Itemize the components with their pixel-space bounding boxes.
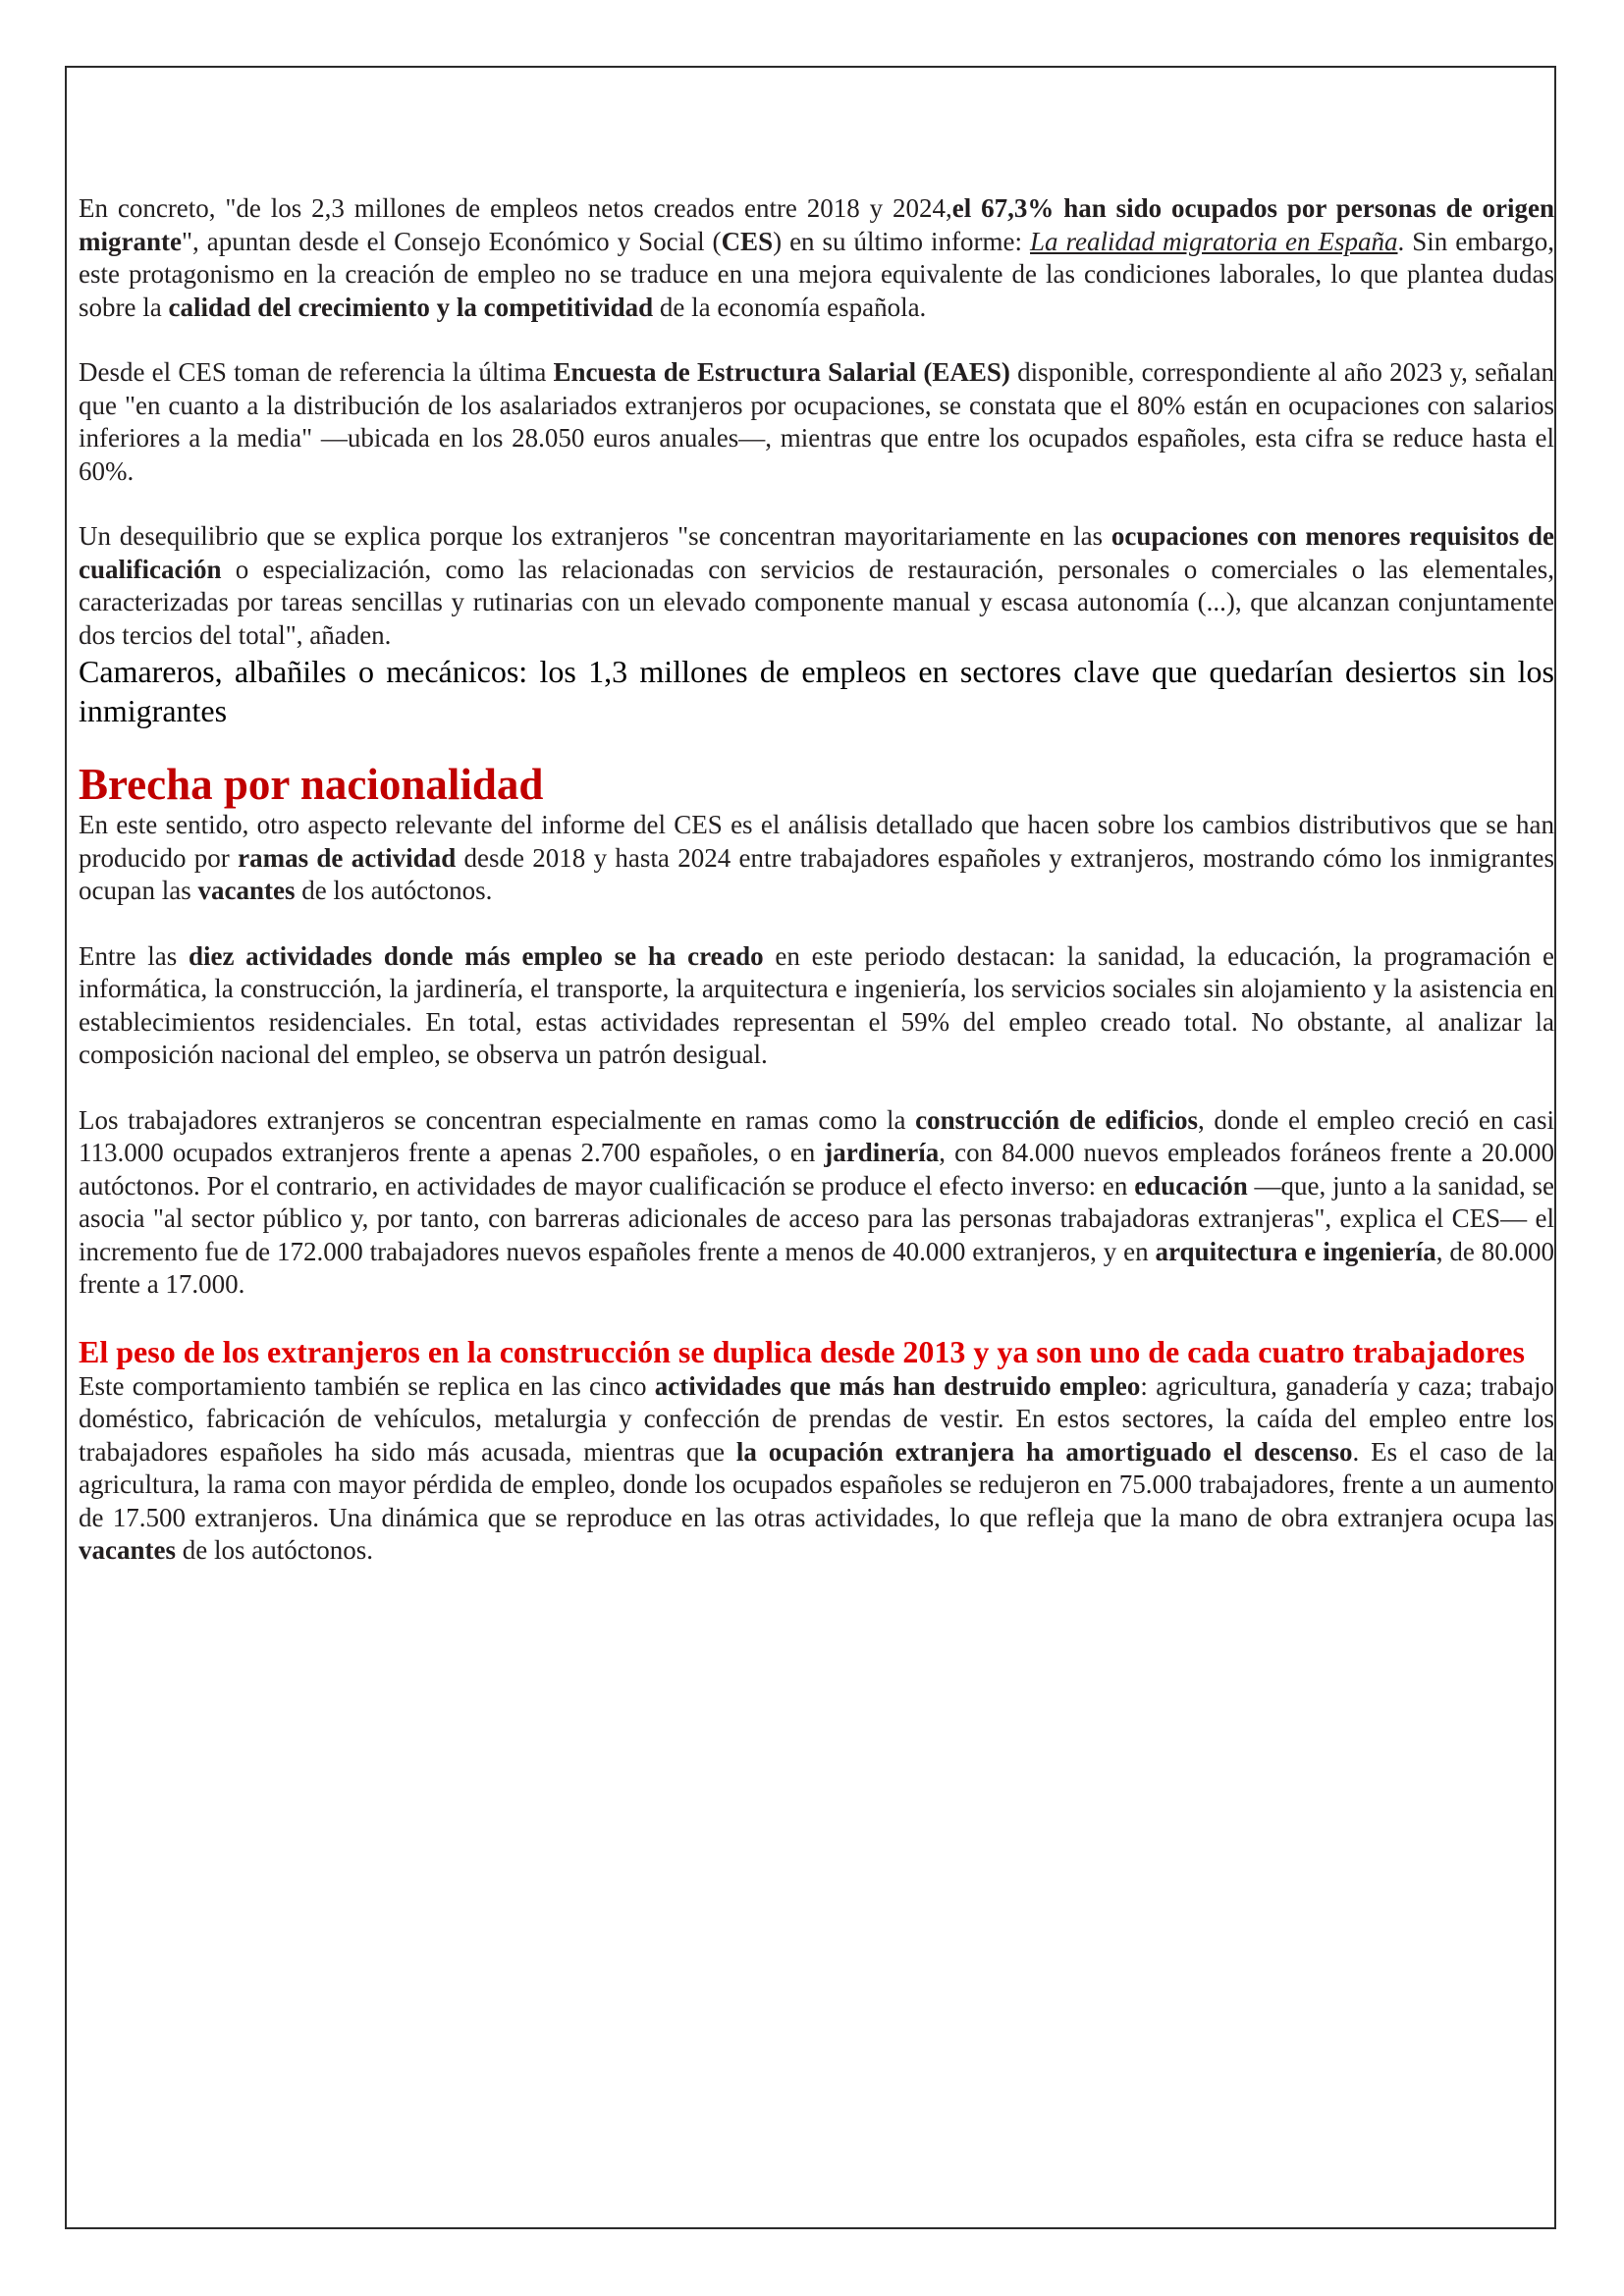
report-link[interactable]: La realidad migratoria en España xyxy=(1030,226,1398,256)
bold-highlight: Encuesta de Estructura Salarial (EAES) xyxy=(553,357,1010,387)
section-heading-brecha: Brecha por nacionalidad xyxy=(79,760,544,809)
bold-highlight: diez actividades donde más empleo se ha creado xyxy=(188,940,764,971)
bold-highlight: calidad del crecimiento y la competitividad xyxy=(168,292,654,322)
paragraph-imbalance: Un desequilibrio que se explica porque los extranjeros "se concentran mayoritariamente en las ocupaciones con menores requisitos de cualificación o especialización, como las relacionadas con servicios de restauración, personales o comerciales o las elementales, caracterizadas por tareas sencillas y rutinarias con un elevado componente manual y escasa autonomía (...), que alcanzan conjuntamente dos tercios del total", añaden. xyxy=(79,521,1554,650)
bold-highlight: arquitectura e ingeniería xyxy=(1155,1236,1436,1266)
bold-highlight: jardinería xyxy=(824,1138,940,1167)
bold-highlight: construcción de edificios xyxy=(915,1104,1198,1135)
paragraph-destruccion-empleo: Este comportamiento también se replica en las cinco actividades que más han destruido empleo: agricultura, ganadería y caza; trabajo doméstico, fabricación de vehículos, metalurgia y confección de prendas de vestir. En estos sectores, la caída del empleo entre los trabajadores españoles ha sido más acusada, mientras que la ocupación extranjera ha amortiguado el descenso. Es el caso de la agricultura, la rama con mayor pérdida de empleo, donde los ocupados españoles se redujeron en 75.000 trabajadores, frente a un aumento de 17.500 extranjeros. Una dinámica que se reproduce en las otras actividades, lo que refleja que la mano de obra extranjera ocupa las vacantes de los autóctonos. xyxy=(79,1370,1554,1565)
related-heading-construccion[interactable]: El peso de los extranjeros en la construcción se duplica desde 2013 y ya son uno de cada cuatro trabajadores xyxy=(79,1333,1525,1369)
paragraph-eaes: Desde el CES toman de referencia la última Encuesta de Estructura Salarial (EAES) disponible, correspondiente al año 2023 y, señalan que "en cuanto a la distribución de los asalariados extranjeros por ocupaciones, se constata que el 80% están en ocupaciones con salarios inferiores a la media" —ubicada en los 28.050 euros anuales—, mientras que entre los ocupados españoles, esta cifra se reduce hasta el 60%. xyxy=(79,357,1554,486)
bold-highlight: ramas de actividad xyxy=(238,842,457,873)
paragraph-intro: En concreto, "de los 2,3 millones de empleos netos creados entre 2018 y 2024,el 67,3% han sido ocupados por personas de origen migrante", apuntan desde el Consejo Económico y Social (CES) en su último informe: La realidad migratoria en España. Sin embargo, este protagonismo en la creación de empleo no se traduce en una mejora equivalente de las condiciones laborales, lo que plantea dudas sobre la calidad del crecimiento y la competitividad de la economía española. xyxy=(79,193,1554,322)
bold-ces: CES xyxy=(721,226,774,256)
paragraph-ramas: En este sentido, otro aspecto relevante del informe del CES es el análisis detallado que hacen sobre los cambios distributivos que se han producido por ramas de actividad desde 2018 y hasta 2024 entre trabajadores españoles y extranjeros, mostrando cómo los inmigrantes ocupan las vacantes de los autóctonos. xyxy=(79,810,1554,905)
paragraph-concentracion: Los trabajadores extranjeros se concentran especialmente en ramas como la construcción de edificios, donde el empleo creció en casi 113.000 ocupados extranjeros frente a apenas 2.700 españoles, o en jardinería, con 84.000 nuevos empleados foráneos frente a 20.000 autóctonos. Por el contrario, en actividades de mayor cualificación se produce el efecto inverso: en educación —que, junto a la sanidad, se asocia "al sector público y, por tanto, con barreras adicionales de acceso para las personas trabajadoras extranjeras", explica el CES— el incremento fue de 172.000 trabajadores nuevos españoles frente a menos de 40.000 extranjeros, y en arquitectura e ingeniería, de 80.000 frente a 17.000. xyxy=(79,1104,1555,1299)
bold-highlight: actividades que más han destruido empleo xyxy=(654,1370,1141,1401)
bold-highlight: ocupaciones con menores requisitos de cualificación xyxy=(79,521,1554,584)
related-article-link[interactable]: Camareros, albañiles o mecánicos: los 1,3 millones de empleos en sectores clave que quedarían desiertos sin los inmigrantes xyxy=(79,654,1554,728)
paragraph-diez-actividades: Entre las diez actividades donde más empleo se ha creado en este periodo destacan: la sanidad, la educación, la programación e informática, la construcción, la jardinería, el transporte, la arquitectura e ingeniería, los servicios sociales sin alojamiento y la asistencia en establecimientos residenciales. En total, estas actividades representan el 59% del empleo creado total. No obstante, al analizar la composición nacional del empleo, se observa un patrón desigual. xyxy=(79,940,1554,1069)
bold-highlight: vacantes xyxy=(79,1535,176,1565)
bold-highlight: educación xyxy=(1134,1170,1248,1201)
bold-highlight: vacantes xyxy=(197,876,296,905)
bold-highlight: la ocupación extranjera ha amortiguado el descenso xyxy=(735,1436,1353,1467)
article-body xyxy=(79,192,1554,1568)
bold-highlight: el 67,3% han sido ocupados por personas de origen migrante xyxy=(79,193,1554,256)
